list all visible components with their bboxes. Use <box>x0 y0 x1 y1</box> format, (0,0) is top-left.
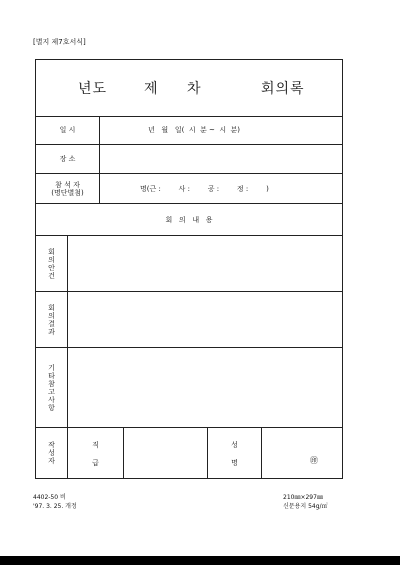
footer-revised: '97. 3. 25. 개정 <box>33 503 77 510</box>
result-row <box>36 292 342 348</box>
contents-header: 회 의 내 용 <box>165 215 213 224</box>
rank-label-bottom: 급 <box>92 459 99 467</box>
name-value-cell <box>262 428 342 478</box>
footer-paper: 신문용지 54g/㎡ <box>283 503 328 510</box>
attendees-label <box>36 174 100 203</box>
rank-value-cell <box>124 428 208 478</box>
meeting-record-form <box>35 59 343 479</box>
footer-right <box>283 493 328 511</box>
rank-label-cell <box>68 428 124 478</box>
title-je: 제 <box>144 81 159 97</box>
seal-mark: ㊞ <box>310 456 318 465</box>
attendees-row <box>36 174 342 204</box>
place-row <box>36 145 342 174</box>
name-label-bottom: 명 <box>231 459 238 467</box>
other-label-cell <box>36 348 68 427</box>
writer-label-cell <box>36 428 68 478</box>
attendees-label-line2: (명단별첨) <box>51 188 84 197</box>
footer-left <box>33 493 77 511</box>
writer-row <box>36 428 342 478</box>
writer-label: 작성자 <box>47 441 56 465</box>
footer-size: 210㎜×297㎜ <box>283 494 323 501</box>
attendees-value: 명(근 : 사 : 공 : 정 : ) <box>140 184 269 193</box>
other-label: 기타참고사항 <box>47 363 56 412</box>
bottom-bar <box>0 556 400 565</box>
name-label-cell <box>208 428 262 478</box>
result-label-cell <box>36 292 68 347</box>
form-number: [별지 제7호서식] <box>33 38 86 46</box>
datetime-row <box>36 116 342 145</box>
rank-label-top: 직 <box>92 441 99 449</box>
title-record: 회의록 <box>261 81 305 97</box>
name-label-top: 성 <box>231 441 238 449</box>
result-label: 회의결과 <box>47 303 56 336</box>
agenda-label-cell <box>36 236 68 291</box>
contents-header-row <box>36 204 342 236</box>
place-label: 장 소 <box>36 145 100 173</box>
agenda-label: 회의안건 <box>47 247 56 280</box>
agenda-row <box>36 236 342 292</box>
datetime-label: 일 시 <box>36 116 100 144</box>
attendees-label-line1: 참 석 자 <box>55 180 80 189</box>
footer-code: 4402-50 비 <box>33 494 66 501</box>
title-cha: 차 <box>187 81 202 97</box>
datetime-value: 년 월 일( 시 분 ~ 시 분) <box>148 126 241 134</box>
other-row <box>36 348 342 428</box>
title-year: 년도 <box>78 81 108 97</box>
title-row <box>36 60 342 117</box>
